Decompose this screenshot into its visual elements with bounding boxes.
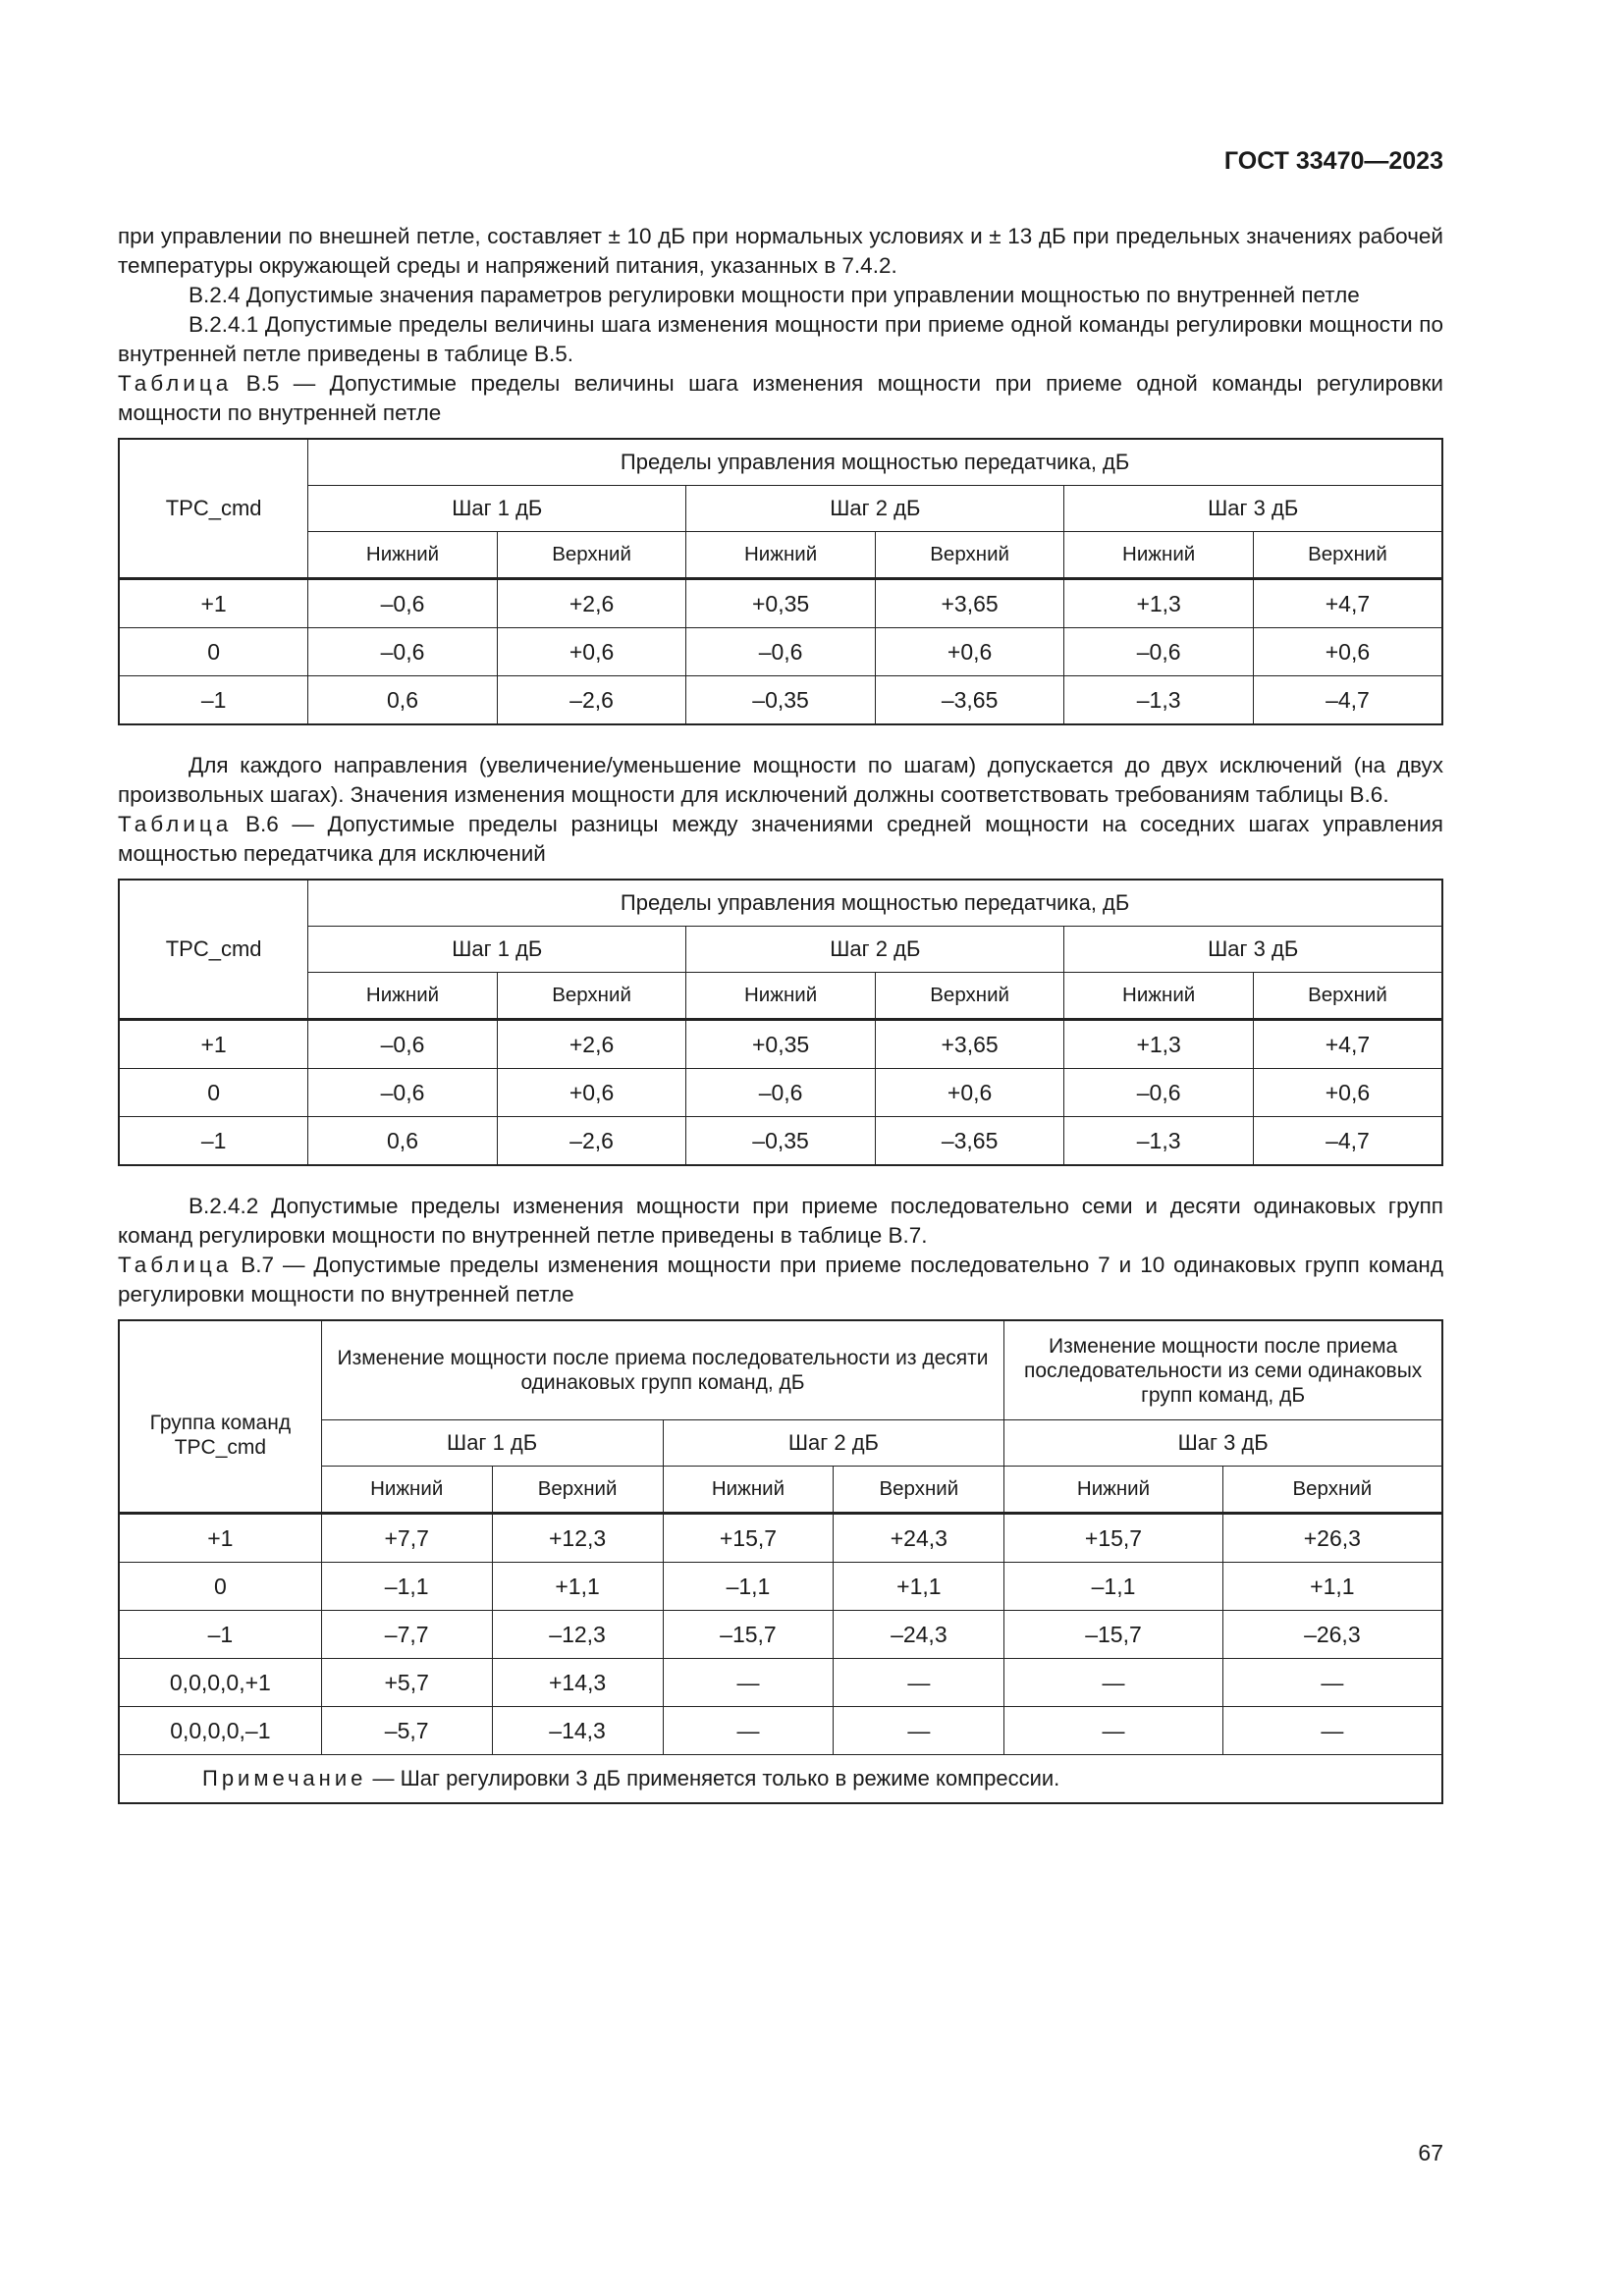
table-cell: –0,6 [686,628,876,676]
table-cell: +2,6 [497,1020,686,1069]
table-b7-bound: Нижний [663,1467,834,1514]
table-row [119,1514,1442,1563]
table-cell: — [1004,1659,1222,1707]
table-b7-note [119,1755,1442,1804]
table-b5-bound: Верхний [497,532,686,579]
table-cell: 0 [119,628,308,676]
table-row [119,1611,1442,1659]
table-cell: –1 [119,1117,308,1166]
table-cell: 0 [119,1069,308,1117]
table-b6-bound: Верхний [1253,973,1442,1020]
table-cell: +2,6 [497,579,686,628]
table-cell: +1 [119,1020,308,1069]
table-cell: –3,65 [875,676,1064,725]
table-note-row [119,1755,1442,1804]
table-row [119,1069,1442,1117]
table-cell: +1,3 [1064,1020,1254,1069]
table-cell: –7,7 [321,1611,492,1659]
table-cell: +4,7 [1253,1020,1442,1069]
table-b5-caption-text: В.5 — Допустимые пределы величины шага изменения мощности при приеме одной команды регулировки мощности по внутренней петле [118,371,1443,425]
table-cell: +0,6 [875,1069,1064,1117]
note-label: Примечание [202,1766,367,1790]
table-cell: +0,6 [497,628,686,676]
table-b7-bound: Верхний [1222,1467,1442,1514]
table-cell: –4,7 [1253,1117,1442,1166]
table-cell: –1,3 [1064,1117,1254,1166]
table-b6-group-header: Пределы управления мощностью передатчика, дБ [308,880,1442,927]
table-cell: +1,1 [492,1563,663,1611]
table-b5-stub-header: TPC_cmd [119,439,308,579]
table-cell: +7,7 [321,1514,492,1563]
table-cell: +3,65 [875,579,1064,628]
table-cell: 0,6 [308,676,498,725]
table-cell: –0,6 [1064,1069,1254,1117]
table-cell: +3,65 [875,1020,1064,1069]
table-b7-bound: Верхний [834,1467,1004,1514]
table-cell: –0,6 [1064,628,1254,676]
table-b5-bound: Верхний [875,532,1064,579]
table-b6-step-3: Шаг 3 дБ [1064,927,1442,973]
table-b6-caption [118,810,1443,869]
table-cell: –1 [119,676,308,725]
table-cell: — [1222,1707,1442,1755]
table-b6-caption-text: В.6 — Допустимые пределы разницы между значениями средней мощности на соседних шагах управления мощностью передатчика для исключений [118,812,1443,866]
table-cell: +0,6 [497,1069,686,1117]
table-cell: –1,1 [321,1563,492,1611]
table-b7-step-1: Шаг 1 дБ [321,1420,663,1467]
table-cell: –0,6 [308,579,498,628]
paragraph-b242: В.2.4.2 Допустимые пределы изменения мощности при приеме последовательно семи и десяти одинаковых групп команд регулировки мощности по внутренней петле приведены в таблице В.7. [118,1194,1443,1248]
table-b6-label: Таблица [118,812,233,836]
table-b6-bound: Нижний [308,973,498,1020]
table-cell: 0,0,0,0,–1 [119,1707,321,1755]
table-cell: –0,6 [308,1020,498,1069]
table-b6-stub-header: TPC_cmd [119,880,308,1020]
table-cell: +0,6 [1253,1069,1442,1117]
table-b5-bound: Нижний [308,532,498,579]
table-cell: –2,6 [497,1117,686,1166]
table-cell: — [663,1659,834,1707]
paragraph-1: при управлении по внешней петле, составляет ± 10 дБ при нормальных условиях и ± 13 дБ при предельных значениях рабочей температуры окружающей среды и напряжений питания, указанных в 7.4.2. [118,224,1443,278]
table-b6-bound: Нижний [1064,973,1254,1020]
table-row [119,579,1442,628]
table-b7-bound: Нижний [1004,1467,1222,1514]
table-b5-label: Таблица [118,371,233,396]
table-b7-step-2: Шаг 2 дБ [663,1420,1004,1467]
table-cell: +0,6 [1253,628,1442,676]
table-cell: — [1004,1707,1222,1755]
table-b7 [118,1319,1443,1804]
table-row [119,1020,1442,1069]
table-cell: +5,7 [321,1659,492,1707]
table-cell: –1 [119,1611,321,1659]
table-cell: 0,0,0,0,+1 [119,1659,321,1707]
table-row [119,1563,1442,1611]
table-cell: –14,3 [492,1707,663,1755]
table-b7-group-ten: Изменение мощности после приема последовательности из десяти одинаковых групп команд, дБ [321,1320,1004,1420]
table-cell: –15,7 [1004,1611,1222,1659]
table-b7-label: Таблица [118,1253,233,1277]
table-cell: +0,35 [686,579,876,628]
table-cell: –0,6 [686,1069,876,1117]
table-row [119,1659,1442,1707]
page-content [118,222,1443,1804]
table-b7-bound: Нижний [321,1467,492,1514]
table-cell: +1,3 [1064,579,1254,628]
table-b7-caption-text: В.7 — Допустимые пределы изменения мощности при приеме последовательно 7 и 10 одинаковых групп команд регулировки мощности по внутренней петле [118,1253,1443,1307]
table-cell: +4,7 [1253,579,1442,628]
table-cell: 0 [119,1563,321,1611]
table-b5-bound: Нижний [686,532,876,579]
table-cell: –1,1 [663,1563,834,1611]
table-cell: –1,1 [1004,1563,1222,1611]
table-row [119,676,1442,725]
table-cell: +15,7 [1004,1514,1222,1563]
table-b6 [118,879,1443,1166]
table-b5-step-3: Шаг 3 дБ [1064,486,1442,532]
table-b6-step-1: Шаг 1 дБ [308,927,686,973]
table-cell: +26,3 [1222,1514,1442,1563]
table-cell: –4,7 [1253,676,1442,725]
table-b5-caption [118,369,1443,428]
table-cell: +1 [119,579,308,628]
table-cell: –3,65 [875,1117,1064,1166]
table-b7-group-seven: Изменение мощности после приема последовательности из семи одинаковых групп команд, дБ [1004,1320,1442,1420]
table-cell: –0,35 [686,1117,876,1166]
table-b7-stub-header: Группа команд TPC_cmd [119,1320,321,1514]
table-cell: +14,3 [492,1659,663,1707]
table-b5-step-1: Шаг 1 дБ [308,486,686,532]
table-cell: — [834,1707,1004,1755]
table-cell: +0,35 [686,1020,876,1069]
table-cell: –12,3 [492,1611,663,1659]
table-cell: –0,6 [308,1069,498,1117]
table-b5-bound: Нижний [1064,532,1254,579]
table-cell: +1,1 [834,1563,1004,1611]
table-row [119,628,1442,676]
paragraph-b24: В.2.4 Допустимые значения параметров регулировки мощности при управлении мощностью по внутренней петле [189,283,1360,307]
table-row [119,1707,1442,1755]
table-cell: +1,1 [1222,1563,1442,1611]
table-cell: — [1222,1659,1442,1707]
table-cell: +15,7 [663,1514,834,1563]
table-cell: –26,3 [1222,1611,1442,1659]
table-cell: +24,3 [834,1514,1004,1563]
table-cell: — [663,1707,834,1755]
table-b7-caption [118,1251,1443,1309]
table-b5 [118,438,1443,725]
table-cell: — [834,1659,1004,1707]
page-number: 67 [1418,2140,1443,2165]
table-row [119,1117,1442,1166]
table-cell: 0,6 [308,1117,498,1166]
table-b5-bound: Верхний [1253,532,1442,579]
table-b6-step-2: Шаг 2 дБ [686,927,1064,973]
table-cell: –2,6 [497,676,686,725]
table-cell: +12,3 [492,1514,663,1563]
standard-number: ГОСТ 33470—2023 [1223,147,1443,175]
note-text: — Шаг регулировки 3 дБ применяется только в режиме компрессии. [366,1766,1060,1790]
paragraph-exceptions: Для каждого направления (увеличение/уменьшение мощности по шагам) допускается до двух исключений (на двух произвольных шагах). Значения изменения мощности для исключений должны соответствовать требованиям таблицы В.6. [118,753,1443,807]
table-b7-bound: Верхний [492,1467,663,1514]
table-cell: –24,3 [834,1611,1004,1659]
table-cell: –0,6 [308,628,498,676]
table-b5-group-header: Пределы управления мощностью передатчика, дБ [308,439,1442,486]
table-cell: –0,35 [686,676,876,725]
table-cell: –1,3 [1064,676,1254,725]
table-b6-bound: Верхний [497,973,686,1020]
table-cell: +0,6 [875,628,1064,676]
table-cell: +1 [119,1514,321,1563]
table-cell: –5,7 [321,1707,492,1755]
paragraph-b241: В.2.4.1 Допустимые пределы величины шага изменения мощности при приеме одной команды регулировки мощности по внутренней петле приведены в таблице В.5. [118,312,1443,366]
table-b7-step-3: Шаг 3 дБ [1004,1420,1442,1467]
table-b6-bound: Верхний [875,973,1064,1020]
table-cell: –15,7 [663,1611,834,1659]
table-b5-step-2: Шаг 2 дБ [686,486,1064,532]
table-b6-bound: Нижний [686,973,876,1020]
